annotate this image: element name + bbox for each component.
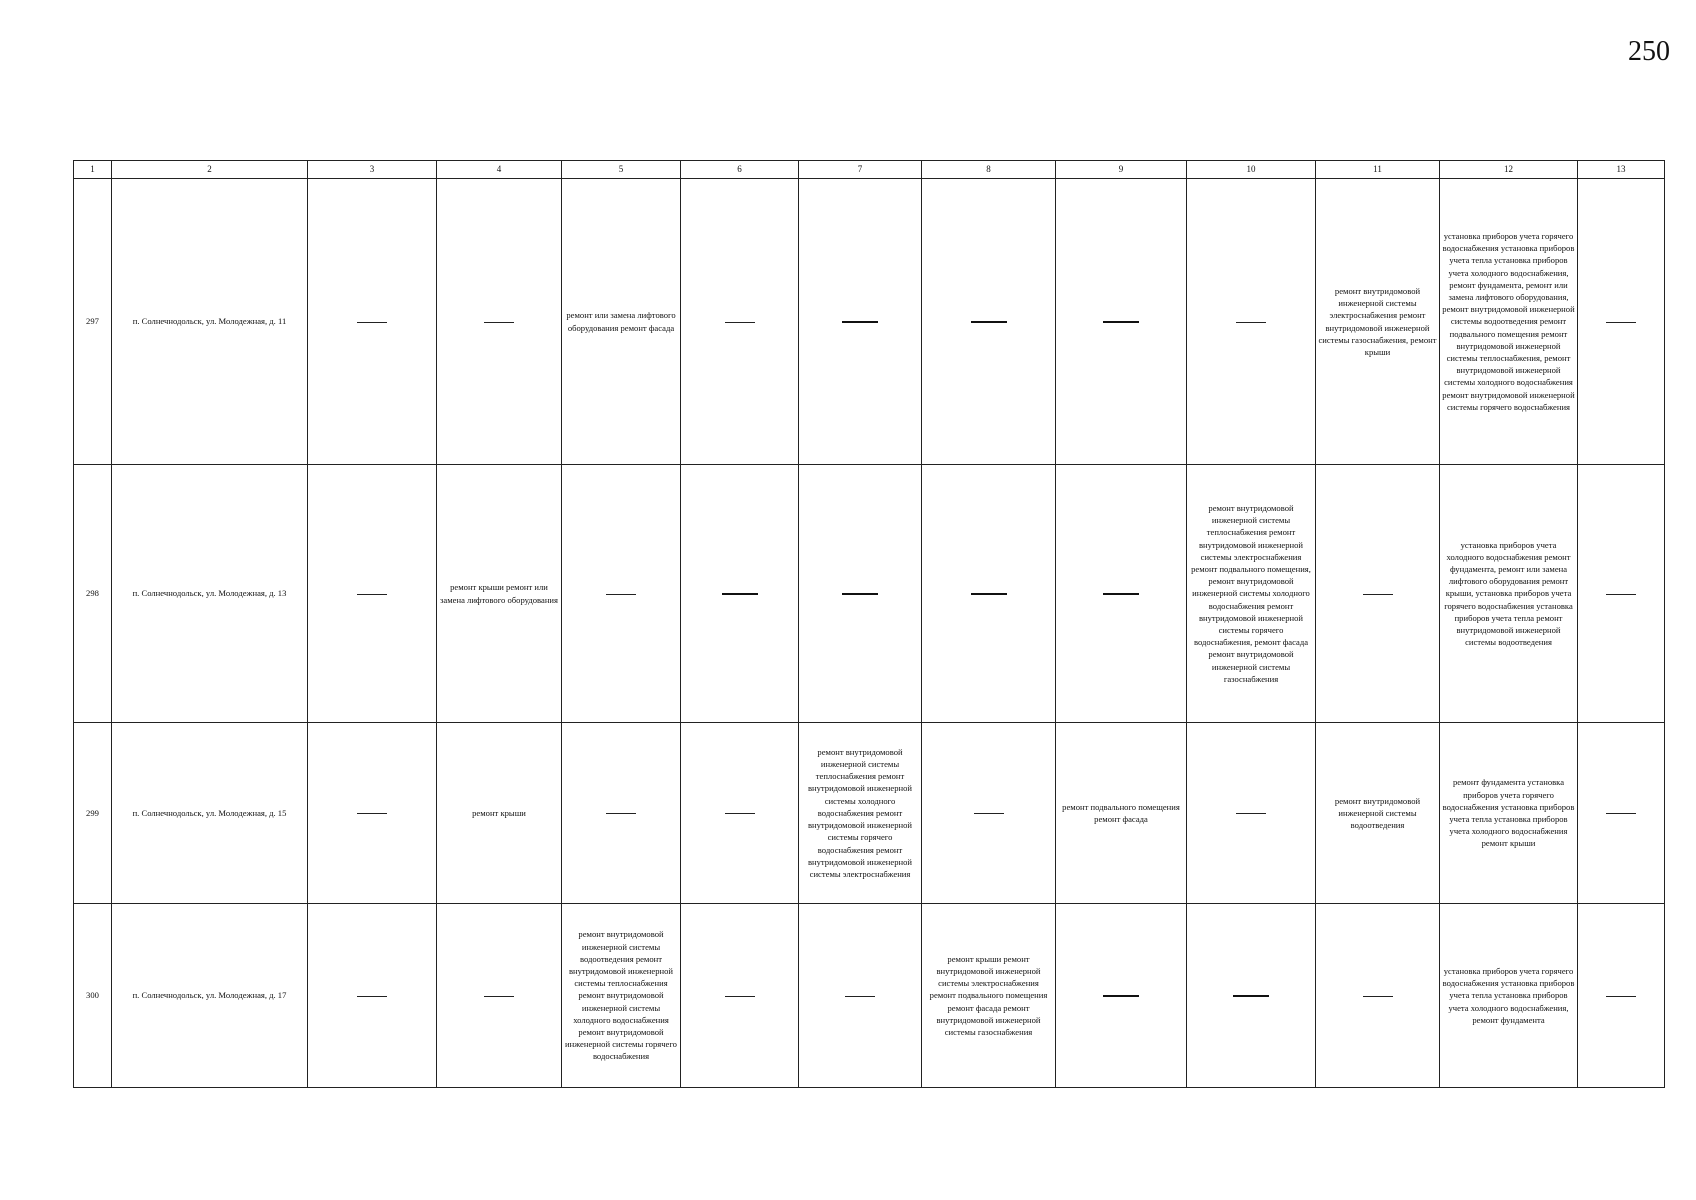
work-cell: установка приборов учета холодного водоснабжения ремонт фундамента, ремонт или замена лифтового оборудования ремонт крыши, установка приборов учета горячего водоснабжения установка приборов учета тепла ремонт внутридомовой инженерной системы водоотведения	[1440, 465, 1578, 723]
column-number: 11	[1316, 161, 1440, 179]
dash-mark	[725, 996, 755, 997]
dash-mark	[357, 996, 387, 997]
work-cell: ремонт внутридомовой инженерной системы водоотведения ремонт внутридомовой инженерной системы теплоснабжения ремонт внутридомовой инженерной системы холодного водоснабжения ремонт внутридомовой инженерной системы горячего водоснабжения	[562, 904, 681, 1088]
work-cell: установка приборов учета горячего водоснабжения установка приборов учета тепла установка приборов учета холодного водоснабжения, ремонт фундамента, ремонт или замена лифтового оборудования, ремонт внутридомовой инженерной системы водоотведения ремонт подвального помещения ремонт внутридомовой инженерной системы теплоснабжения, ремонт внутридомовой инженерной системы холодного водоснабжения ремонт внутридомовой инженерной системы горячего водоснабжения	[1440, 179, 1578, 465]
dash-mark	[1236, 813, 1266, 814]
dash-mark	[845, 996, 875, 997]
work-cell: ремонт крыши ремонт или замена лифтового оборудования	[437, 465, 562, 723]
empty-cell	[308, 465, 437, 723]
dash-mark	[357, 813, 387, 814]
column-number: 12	[1440, 161, 1578, 179]
empty-cell	[1056, 465, 1187, 723]
work-cell: ремонт крыши ремонт внутридомовой инженерной системы электроснабжения ремонт подвального помещения ремонт фасада ремонт внутридомовой инженерной системы газоснабжения	[922, 904, 1056, 1088]
dash-mark	[725, 813, 755, 814]
dash-mark	[1103, 321, 1139, 323]
page-number: 250	[1628, 36, 1670, 67]
dash-mark	[974, 813, 1004, 814]
dash-mark	[1103, 995, 1139, 997]
table-row	[74, 904, 1665, 1088]
column-number: 13	[1578, 161, 1665, 179]
column-number: 1	[74, 161, 112, 179]
empty-cell	[922, 179, 1056, 465]
column-number: 6	[681, 161, 799, 179]
empty-cell	[1578, 904, 1665, 1088]
empty-cell	[681, 465, 799, 723]
dash-mark	[971, 593, 1007, 595]
work-cell: установка приборов учета горячего водоснабжения установка приборов учета тепла установка приборов учета холодного водоснабжения, ремонт фундамента	[1440, 904, 1578, 1088]
work-cell: ремонт фундамента установка приборов учета горячего водоснабжения установка приборов учета тепла установка приборов учета холодного водоснабжения ремонт крыши	[1440, 723, 1578, 904]
empty-cell	[308, 904, 437, 1088]
dash-mark	[1606, 322, 1636, 323]
work-cell: ремонт крыши	[437, 723, 562, 904]
empty-cell	[681, 179, 799, 465]
dash-mark	[484, 322, 514, 323]
empty-cell	[681, 723, 799, 904]
empty-cell	[308, 723, 437, 904]
empty-cell	[1578, 179, 1665, 465]
work-cell: ремонт внутридомовой инженерной системы теплоснабжения ремонт внутридомовой инженерной системы электроснабжения ремонт подвального помещения, ремонт внутридомовой инженерной системы холодного водоснабжения ремонт внутридомовой инженерной системы горячего водоснабжения, ремонт фасада ремонт внутридомовой инженерной системы газоснабжения	[1187, 465, 1316, 723]
dash-mark	[725, 322, 755, 323]
dash-mark	[357, 322, 387, 323]
address-cell: п. Солнечнодольск, ул. Молодежная, д. 15	[112, 723, 308, 904]
empty-cell	[437, 179, 562, 465]
empty-cell	[308, 179, 437, 465]
work-cell: ремонт подвального помещения ремонт фасада	[1056, 723, 1187, 904]
empty-cell	[1056, 904, 1187, 1088]
work-cell: ремонт или замена лифтового оборудования ремонт фасада	[562, 179, 681, 465]
row-number: 299	[74, 723, 112, 904]
work-cell: ремонт внутридомовой инженерной системы теплоснабжения ремонт внутридомовой инженерной системы холодного водоснабжения ремонт внутридомовой инженерной системы горячего водоснабжения ремонт внутридомовой инженерной системы электроснабжения	[799, 723, 922, 904]
column-number-row	[74, 161, 1665, 179]
table-row	[74, 723, 1665, 904]
repair-schedule-table	[73, 160, 1665, 1088]
column-number: 3	[308, 161, 437, 179]
dash-mark	[606, 594, 636, 595]
address-cell: п. Солнечнодольск, ул. Молодежная, д. 11	[112, 179, 308, 465]
dash-mark	[606, 813, 636, 814]
dash-mark	[1103, 593, 1139, 595]
table-row	[74, 179, 1665, 465]
column-number: 5	[562, 161, 681, 179]
empty-cell	[922, 723, 1056, 904]
dash-mark	[1363, 996, 1393, 997]
empty-cell	[922, 465, 1056, 723]
row-number: 298	[74, 465, 112, 723]
dash-mark	[722, 593, 758, 595]
table-row	[74, 465, 1665, 723]
empty-cell	[437, 904, 562, 1088]
dash-mark	[1606, 996, 1636, 997]
dash-mark	[1233, 995, 1269, 997]
empty-cell	[562, 723, 681, 904]
empty-cell	[799, 465, 922, 723]
work-cell: ремонт внутридомовой инженерной системы водоотведения	[1316, 723, 1440, 904]
empty-cell	[1578, 465, 1665, 723]
dash-mark	[842, 321, 878, 323]
empty-cell	[1316, 904, 1440, 1088]
row-number: 300	[74, 904, 112, 1088]
empty-cell	[1187, 904, 1316, 1088]
empty-cell	[799, 904, 922, 1088]
column-number: 10	[1187, 161, 1316, 179]
column-number: 2	[112, 161, 308, 179]
empty-cell	[1056, 179, 1187, 465]
dash-mark	[971, 321, 1007, 323]
address-cell: п. Солнечнодольск, ул. Молодежная, д. 13	[112, 465, 308, 723]
column-number: 4	[437, 161, 562, 179]
dash-mark	[357, 594, 387, 595]
column-number: 9	[1056, 161, 1187, 179]
column-number: 8	[922, 161, 1056, 179]
empty-cell	[562, 465, 681, 723]
empty-cell	[681, 904, 799, 1088]
dash-mark	[1363, 594, 1393, 595]
dash-mark	[842, 593, 878, 595]
row-number: 297	[74, 179, 112, 465]
empty-cell	[1187, 179, 1316, 465]
column-number: 7	[799, 161, 922, 179]
address-cell: п. Солнечнодольск, ул. Молодежная, д. 17	[112, 904, 308, 1088]
empty-cell	[799, 179, 922, 465]
dash-mark	[1606, 594, 1636, 595]
dash-mark	[484, 996, 514, 997]
empty-cell	[1578, 723, 1665, 904]
empty-cell	[1187, 723, 1316, 904]
empty-cell	[1316, 465, 1440, 723]
dash-mark	[1606, 813, 1636, 814]
dash-mark	[1236, 322, 1266, 323]
work-cell: ремонт внутридомовой инженерной системы электроснабжения ремонт внутридомовой инженерной системы газоснабжения, ремонт крыши	[1316, 179, 1440, 465]
